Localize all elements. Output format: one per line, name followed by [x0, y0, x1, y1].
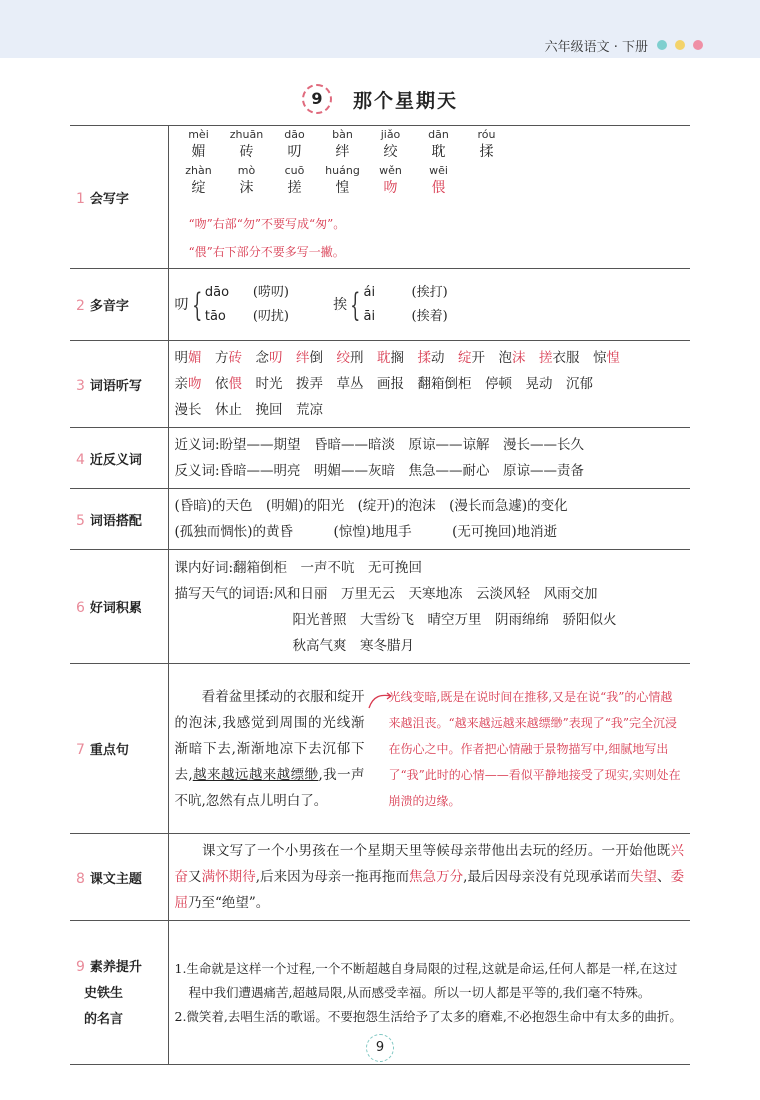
char-hanzi: 绊 [335, 144, 350, 160]
synonyms-line: 近义词:盼望——期望 昏暗——暗淡 原谅——谅解 漫长——长久 [174, 437, 585, 453]
char-pinyin: dān [428, 128, 449, 141]
char-pinyin: mò [237, 164, 256, 177]
example-word: (挨着) [411, 308, 448, 324]
brace-icon: { [191, 285, 202, 324]
row-number: 4 [76, 451, 85, 468]
char-pinyin: mèi [188, 128, 209, 141]
example-word: (唠叨) [252, 284, 290, 300]
row-writing-chars [70, 126, 690, 269]
char-cell [223, 128, 271, 162]
dictation-line-1: 明媚 方砖 念叨 绊倒 绞刑 耽搁 揉动 绽开 泡沫 搓衣服 惊惶 [174, 350, 620, 366]
row-key-sentence [70, 664, 690, 834]
row-label: 词语听写 [89, 378, 142, 394]
char-cell [367, 128, 415, 162]
decor-dot-1 [657, 40, 667, 50]
char-hanzi: 耽 [431, 144, 446, 160]
theme-text: 课文写了一个小男孩在一个星期天里等候母亲带他出去玩的经历。一开始他既兴奋又满怀期待,后来因为母亲一拖再拖而焦急万分,最后因母亲没有兑现承诺而失望、委屈乃至“绝望”。 [174, 843, 685, 911]
char-cell [415, 128, 463, 162]
char-cell [271, 128, 319, 162]
writing-notes [189, 210, 346, 266]
page-number: 9 [366, 1034, 394, 1062]
lesson-title: 那个星期天 [353, 90, 459, 112]
char-hanzi: 绞 [383, 144, 398, 160]
row-label-sub2: 的名言 [84, 1012, 124, 1027]
char-grid [175, 128, 511, 198]
char-cell [367, 164, 415, 198]
dictation-line-2: 亲吻 依偎 时光 拨弄 草丛 画报 翻箱倒柜 停顿 晃动 沉郁 [174, 376, 593, 392]
study-table [70, 125, 690, 1065]
row-label-sub1: 史铁生 [84, 986, 124, 1001]
row-dictation [70, 341, 690, 428]
key-sentence-text: 看着盆里揉动的衣服和绽开的泡沫,我感觉到周围的光线渐渐暗下去,渐渐地凉下去沉郁下去,越来越远越来越缥缈,我一声不吭,忽然有点儿明白了。 [174, 688, 365, 809]
key-sentence-note: 光线变暗,既是在说时间在推移,又是在说“我”的心情越来越沮丧。“越来越远越来越缥缈”表现了“我”完全沉浸在伤心之中。作者把心情融于景物描写中,细腻地写出了“我”此时的心情——看似平静地接受了现实,实则处在崩溃的边缘。 [388, 689, 681, 808]
char-hanzi: 叨 [287, 144, 302, 160]
row-number: 2 [76, 298, 85, 314]
char-cell [319, 128, 367, 162]
row-number: 8 [76, 870, 85, 887]
char-pinyin: huáng [325, 164, 360, 177]
row-synonyms [70, 428, 690, 489]
row-label: 好词积累 [89, 601, 142, 616]
pinyin: ái [363, 284, 376, 300]
char-pinyin: bàn [332, 128, 353, 141]
row-label: 词语搭配 [89, 513, 142, 529]
example-word: (叨扰) [252, 308, 290, 324]
char-hanzi: 砖 [239, 144, 254, 160]
char-cell [271, 164, 319, 198]
char-pinyin: jiǎo [380, 128, 401, 141]
decor-dot-2 [675, 40, 685, 50]
row-label: 多音字 [89, 299, 129, 314]
row-label: 课文主题 [89, 871, 142, 887]
quote-1: 1.生命就是这样一个过程,一个不断超越自身局限的过程,这就是命运,任何人都是一样,在这过程中我们遭遇痛苦,超越局限,从而感受幸福。所以一切人都是平等的,我们毫不特殊。 [174, 960, 678, 1000]
polyphone-char: 叨 [174, 296, 189, 313]
row-collocations [70, 489, 690, 550]
arrow-icon [367, 692, 393, 710]
char-pinyin: cuō [284, 164, 305, 177]
decor-dot-3 [693, 40, 703, 50]
row-good-words [70, 550, 690, 664]
good-words-line-1: 课内好词:翻箱倒柜 一声不吭 无可挽回 [174, 559, 423, 576]
pinyin: tāo [204, 308, 226, 324]
writing-note-2: “偎”右下部分不要多写一撇。 [188, 245, 345, 259]
char-cell [175, 164, 223, 198]
good-words-line-3: 阳光普照 大雪纷飞 晴空万里 阴雨绵绵 骄阳似火 [292, 611, 617, 628]
row-label: 会写字 [89, 191, 129, 207]
char-pinyin: dāo [284, 128, 305, 141]
row-theme [70, 834, 690, 921]
char-hanzi: 绽 [191, 180, 206, 196]
char-hanzi: 吻 [383, 180, 398, 196]
char-cell [415, 164, 463, 198]
dictation-line-3: 漫长 休止 挽回 荒凉 [174, 402, 323, 418]
row-number: 5 [76, 512, 85, 529]
polyphone-1 [175, 281, 290, 329]
char-hanzi: 偎 [431, 180, 446, 196]
char-cell [175, 128, 223, 162]
polyphone-2 [333, 281, 448, 329]
char-pinyin: zhàn [185, 164, 212, 177]
polyphone-char: 挨 [333, 296, 348, 313]
row-label: 素养提升 [89, 960, 142, 975]
char-cell [463, 128, 511, 162]
row-number: 9 [76, 959, 85, 975]
pinyin: āi [363, 308, 376, 324]
row-label: 重点句 [89, 743, 129, 758]
lesson-number: 9 [302, 84, 332, 114]
good-words-line-2: 描写天气的词语:风和日丽 万里无云 天寒地冻 云淡风轻 风雨交加 [174, 585, 598, 602]
row-label: 近反义词 [89, 452, 142, 468]
char-hanzi: 揉 [479, 144, 494, 160]
char-line-2 [175, 164, 511, 198]
char-hanzi: 搓 [287, 180, 302, 196]
good-words-line-4: 秋高气爽 寒冬腊月 [292, 637, 414, 654]
row-number: 1 [76, 190, 85, 207]
example-word: (挨打) [411, 284, 448, 300]
writing-note-1: “吻”右部“勿”不要写成“匆”。 [188, 217, 346, 231]
char-pinyin: zhuān [229, 128, 264, 141]
char-hanzi: 沫 [239, 180, 254, 196]
char-cell [223, 164, 271, 198]
char-line-1 [175, 128, 511, 162]
book-label: 六年级语文 · 下册 [544, 40, 648, 55]
row-polyphones [70, 269, 690, 341]
char-pinyin: róu [477, 128, 496, 141]
char-cell [319, 164, 367, 198]
char-hanzi: 惶 [335, 180, 350, 196]
row-number: 6 [76, 600, 85, 616]
collocation-line-2: (孤独而惆怅)的黄昏 (惊惶)地甩手 (无可挽回)地消逝 [174, 524, 558, 540]
brace-icon: { [350, 285, 361, 324]
row-number: 7 [76, 742, 85, 758]
antonyms-line: 反义词:昏暗——明亮 明媚——灰暗 焦急——耐心 原谅——责备 [174, 463, 585, 479]
char-hanzi: 媚 [191, 144, 206, 160]
char-pinyin: wěn [379, 164, 402, 177]
pinyin: dāo [204, 284, 230, 300]
row-number: 3 [76, 377, 85, 394]
char-pinyin: wēi [429, 164, 448, 177]
quote-2: 2.微笑着,去唱生活的歌谣。不要抱怨生活给予了太多的磨难,不必抱怨生命中有太多的曲折。 [174, 1008, 682, 1024]
collocation-line-1: (昏暗)的天色 (明媚)的阳光 (绽开)的泡沫 (漫长而急遽)的变化 [174, 498, 568, 514]
